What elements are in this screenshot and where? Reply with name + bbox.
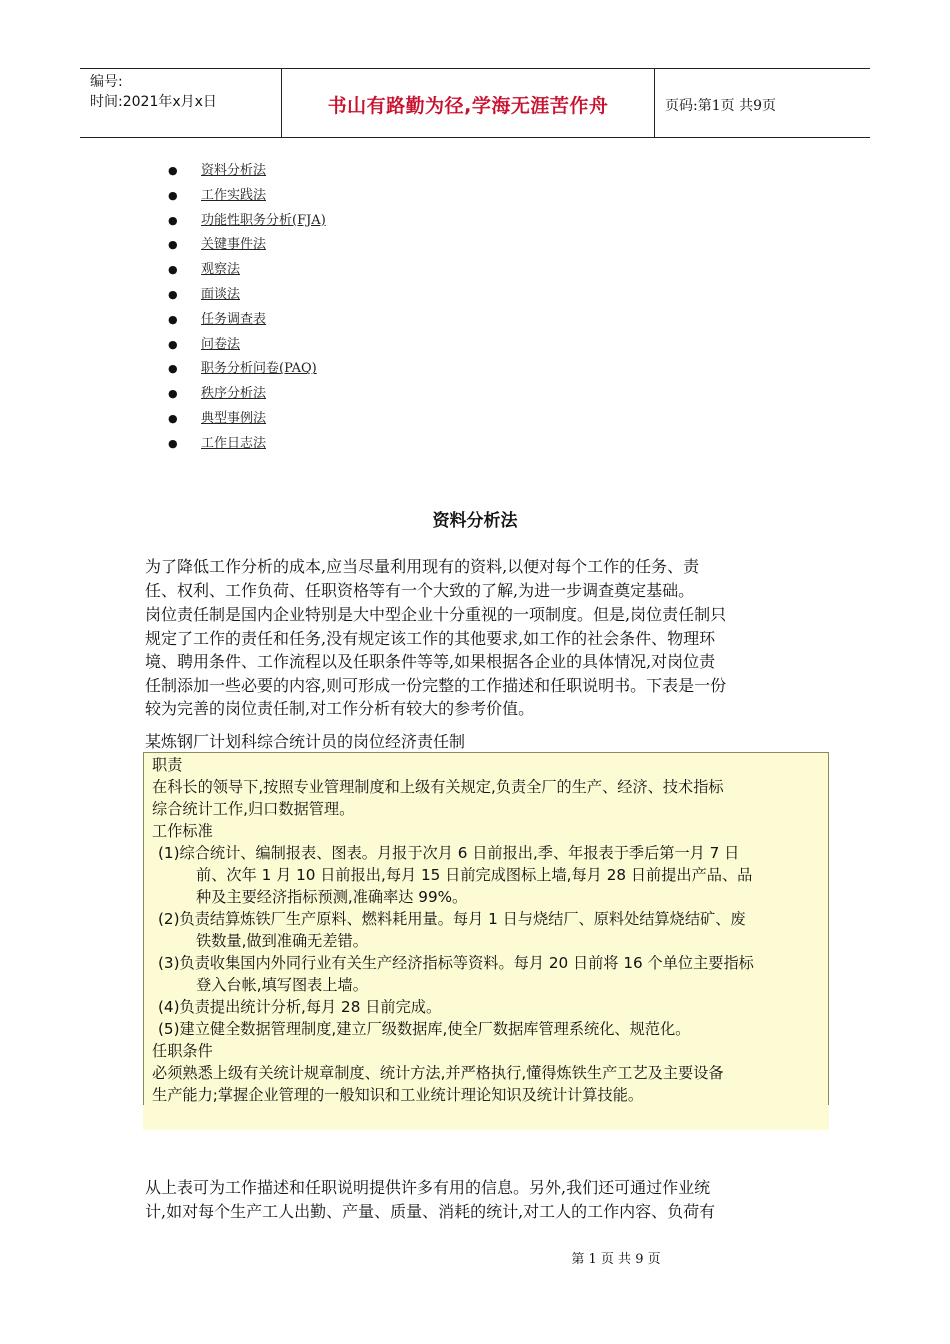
toc-link[interactable]: 问卷法: [201, 336, 241, 352]
toc-link[interactable]: 职务分析问卷(PAQ): [201, 361, 317, 377]
toc-link[interactable]: 资料分析法: [201, 163, 267, 178]
closing-paragraph: [145, 1176, 813, 1223]
table-caption: 某炼钢厂计划科综合统计员的岗位经济责任制: [145, 732, 466, 751]
toc-link[interactable]: 任务调查表: [201, 311, 267, 327]
intro-paragraph: [145, 555, 813, 602]
text-line: 规定了工作的责任和任务,没有规定该工作的其他要求,如工作的社会条件、物理环: [145, 628, 716, 648]
number-label: 编号:: [90, 74, 123, 90]
list-item: [168, 234, 326, 259]
text-line: 任、权利、工作负荷、任职资格等有一个大致的了解,为进一步调查奠定基础。: [145, 580, 695, 600]
bullet-icon: ●: [168, 238, 178, 252]
document-header: [80, 68, 870, 138]
bullet-icon: ●: [168, 164, 178, 177]
time-label: 时间:2021年x月x日: [90, 94, 217, 110]
list-item: [168, 334, 326, 359]
text-line: 境、聘用条件、工作流程以及任职条件等等,如果根据各企业的具体情况,对岗位责: [145, 652, 716, 671]
duty-heading: 职责: [152, 756, 183, 774]
bullet-icon: ●: [168, 411, 178, 425]
toc-link[interactable]: 关键事件法: [201, 237, 267, 253]
bullet-icon: ●: [168, 337, 178, 351]
header-page-cell: [655, 69, 870, 137]
bullet-icon: ●: [168, 362, 178, 376]
text-line: 较为完善的岗位责任制,对工作分析有较大的参考价值。: [145, 699, 535, 718]
list-item: [168, 358, 326, 383]
bullet-icon: ●: [168, 263, 178, 277]
text-line: 任制添加一些必要的内容,则可形成一份完整的工作描述和任职说明书。下表是一份: [145, 675, 727, 695]
box-line: 必须熟悉上级有关统计规章制度、统计方法,并严格执行,懂得炼铁生产工艺及主要设备: [152, 1064, 724, 1082]
box-line: 在科长的领导下,按照专业管理制度和上级有关规定,负责全厂的生产、经济、技术指标: [152, 778, 724, 796]
bullet-icon: ●: [168, 213, 178, 227]
list-item: [168, 433, 326, 458]
list-item: [168, 259, 326, 284]
toc-link[interactable]: 典型事例法: [201, 410, 267, 426]
box-line: (1)综合统计、编制报表、图表。月报于次月 6 日前报出,季、年报表于季后第一月 7 日: [158, 844, 740, 862]
bullet-icon: ●: [168, 436, 178, 450]
box-line: (4)负责提出统计分析,每月 28 日前完成。: [158, 998, 442, 1016]
page-footer: 第 1 页 共 9 页: [571, 1252, 661, 1267]
text-line: 计,如对每个生产工人出勤、产量、质量、消耗的统计,对工人的工作内容、负荷有: [145, 1201, 716, 1221]
box-line: (3)负责收集国内外同行业有关生产经济指标等资料。每月 20 日前将 16 个单位主要指标: [158, 954, 754, 972]
box-line: (5)建立健全数据管理制度,建立厂级数据库,使全厂数据库管理系统化、规范化。: [158, 1020, 691, 1038]
box-shadow-strip: [143, 1105, 829, 1130]
body-paragraph: [145, 603, 813, 721]
box-line: 铁数量,做到准确无差错。: [196, 932, 368, 950]
toc-link[interactable]: 秩序分析法: [201, 386, 267, 402]
header-meta-cell: [80, 69, 282, 137]
toc-link[interactable]: 工作实践法: [201, 187, 267, 203]
toc-link[interactable]: 功能性职务分析(FJA): [201, 212, 326, 228]
bullet-icon: ●: [168, 287, 178, 301]
list-item: [168, 210, 326, 235]
box-line: 生产能力;掌握企业管理的一般知识和工业统计理论知识及统计计算技能。: [152, 1086, 644, 1104]
list-item: [168, 309, 326, 334]
responsibility-box: [143, 752, 829, 1106]
toc-link[interactable]: 工作日志法: [201, 435, 267, 451]
method-link-list: [168, 160, 326, 458]
box-line: (2)负责结算炼铁厂生产原料、燃料耗用量。每月 1 日与烧结厂、原料处结算烧结矿、废: [158, 910, 746, 928]
bullet-icon: ●: [168, 312, 178, 326]
text-line: 岗位责任制是国内企业特别是大中型企业十分重视的一项制度。但是,岗位责任制只: [145, 605, 727, 624]
bullet-icon: ●: [168, 387, 178, 401]
header-motto-cell: [282, 69, 655, 137]
text-line: 为了降低工作分析的成本,应当尽量利用现有的资料,以便对每个工作的任务、责: [145, 557, 700, 576]
standard-heading: 工作标准: [152, 822, 213, 840]
text-line: 从上表可为工作描述和任职说明提供许多有用的信息。另外,我们还可通过作业统: [145, 1178, 711, 1197]
qualification-heading: 任职条件: [152, 1042, 213, 1060]
list-item: [168, 408, 326, 433]
list-item: [168, 284, 326, 309]
page-indicator: 页码:第1页 共9页: [665, 98, 776, 114]
box-line: 登入台帐,填写图表上墙。: [196, 976, 368, 994]
list-item: [168, 160, 326, 185]
toc-link[interactable]: 面谈法: [201, 286, 241, 302]
motto: 书山有路勤为径,学海无涯苦作舟: [327, 95, 609, 117]
section-title: 资料分析法: [432, 511, 518, 531]
list-item: [168, 383, 326, 408]
bullet-icon: ●: [168, 188, 178, 202]
toc-link[interactable]: 观察法: [201, 262, 241, 278]
box-line: 种及主要经济指标预测,准确率达 99%。: [196, 888, 468, 906]
list-item: [168, 185, 326, 210]
box-line: 前、次年 1 月 10 日前报出,每月 15 日前完成图标上墙,每月 28 日前提出产品、品: [196, 866, 753, 884]
box-line: 综合统计工作,归口数据管理。: [152, 800, 355, 818]
